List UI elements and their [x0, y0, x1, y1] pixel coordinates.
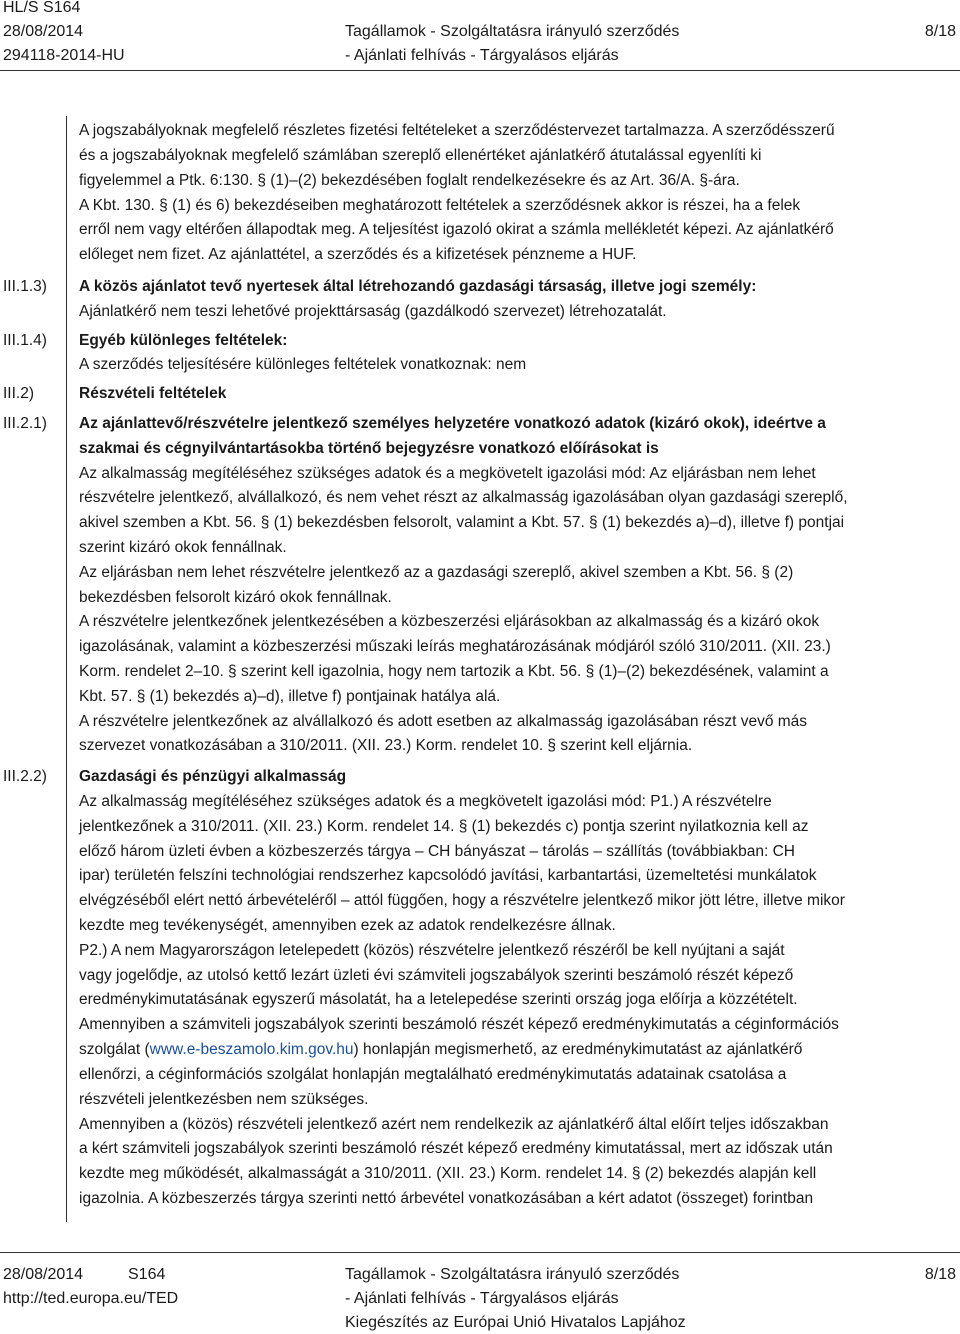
header-divider	[0, 70, 960, 71]
footer-series: S164	[128, 1266, 166, 1283]
body-line: A szerződés teljesítésére különleges feltételek vonatkoznak: nem	[79, 356, 527, 373]
body-text: ) honlapján megismerhető, az eredménykimutatást az ajánlatkérő	[353, 1041, 803, 1058]
section-number: III.2.1)	[3, 415, 47, 432]
body-line: kezdte meg működését, alkalmasságát a 310/2011. (XII. 23.) Korm. rendelet 14. § (2) bekezdés alapján kell	[79, 1165, 817, 1182]
section-number: III.1.3)	[3, 278, 47, 295]
section-heading: A közös ajánlatot tevő nyertesek által létrehozandó gazdasági társaság, illetve jogi személy:	[79, 278, 757, 295]
body-line: szerint kizáró okok fennállnak.	[79, 539, 287, 556]
body-line: elvégzéséből elért nettó árbevételéről – attól függően, hogy a részvételre jelentkező mikor jött létre, illetve mikor	[79, 892, 845, 909]
body-line: ipar) területén felszíni technológiai rendszerhez kapcsolódó javítási, karbantartási, üzemeltetési munkálatok	[79, 867, 817, 884]
section-heading: Az ajánlattevő/részvételre jelentkező személyes helyzetére vonatkozó adatok (kizáró okok), ideértve a	[79, 415, 826, 432]
header-page-number: 8/18	[924, 23, 956, 40]
body-line: erről nem vagy eltérően állapodtak meg. A teljesítést igazoló okirat a számla mellékletét képezi. Az ajánlatkérő	[79, 221, 834, 238]
header-title-line2: - Ajánlati felhívás - Tárgyalásos eljárás	[345, 47, 619, 64]
body-line: Az eljárásban nem lehet részvételre jelentkező az a gazdasági szereplő, akivel szemben a Kbt. 56. § (2)	[79, 564, 794, 581]
body-line: ellenőrzi, a céginformációs szolgálat honlapján megtalálható eredménykimutatás adatainak csatolása a	[79, 1066, 787, 1083]
body-line: igazolásának, valamint a közbeszerzési műszaki leírás meghatározásának módjáról szóló 310/2011. (XII. 23.)	[79, 638, 831, 655]
footer-title-line3: Kiegészítés az Európai Unió Hivatalos Lapjához	[345, 1314, 686, 1331]
body-line: és a jogszabályoknak megfelelő számlában szereplő ellenértéket ajánlatkérő átutalással egyenlíti ki	[79, 147, 762, 164]
body-line: részvételre jelentkező, alvállalkozó, és nem vehet részt az alkalmasság igazolásában olyan gazdasági szereplő,	[79, 489, 848, 506]
body-line: a kért számviteli jogszabályok szerinti beszámoló részét képező eredmény kimutatással, mert az időszak után	[79, 1140, 833, 1157]
body-line: bekezdésben felsorolt kizáró okok fennállnak.	[79, 589, 392, 606]
body-line: részvételi jelentkezésben nem szükséges.	[79, 1091, 369, 1108]
body-line: eredménykimutatásának egyszerű másolatát, ha a letelepedése szerinti ország joga előírja a közzétételt.	[79, 991, 798, 1008]
notice-number: 294118-2014-HU	[3, 47, 125, 64]
section-heading: szakmai és cégnyilvántartásokba történő bejegyzésre vonatkozó előírásokat is	[79, 440, 659, 457]
body-line: előleget nem fizet. Az ajánlattétel, a szerződés és a kifizetések pénzneme a HUF.	[79, 246, 637, 263]
body-line: A jogszabályoknak megfelelő részletes fizetési feltételeket a szerződéstervezet tartalmazza. A szerződésszerű	[79, 122, 835, 139]
section-heading: Gazdasági és pénzügyi alkalmasság	[79, 768, 347, 785]
body-line	[79, 1040, 802, 1060]
body-line: előző három üzleti évben a közbeszerzés tárgya – CH bányászat – tárolás – szállítás (továbbiakban: CH	[79, 843, 795, 860]
body-line: Amennyiben a számviteli jogszabályok szerinti beszámoló részét képező eredménykimutatás a céginformációs	[79, 1016, 839, 1033]
body-line: A részvételre jelentkezőnek jelentkezésében a közbeszerzési eljárásokban az alkalmasság és a kizáró okok	[79, 613, 820, 630]
body-line: A részvételre jelentkezőnek az alvállalkozó és adott esetben az alkalmasság igazolásában részt vevő más	[79, 713, 808, 730]
body-line: vagy jogelődje, az utolsó kettő lezárt üzleti évi számviteli jogszabályok szerinti beszámoló részét képező	[79, 967, 794, 984]
body-line: jelentkezőnek a 310/2011. (XII. 23.) Korm. rendelet 14. § (1) bekezdés c) pontja szerint nyilatkoznia kell az	[79, 818, 809, 835]
beszamolo-link[interactable]: www.e-beszamolo.kim.gov.hu	[149, 1041, 354, 1058]
section-number: III.1.4)	[3, 332, 47, 349]
header-date: 28/08/2014	[3, 23, 84, 40]
section-heading: Egyéb különleges feltételek:	[79, 332, 288, 349]
body-text: szolgálat (	[79, 1041, 150, 1058]
footer-page-number: 8/18	[924, 1266, 956, 1283]
body-line: igazolnia. A közbeszerzés tárgya szerinti nettó árbevétel vonatkozásában a kért adatot (összeget) forintban	[79, 1190, 814, 1207]
footer-title-line2: - Ajánlati felhívás - Tárgyalásos eljárás	[345, 1290, 619, 1307]
document-id: HL/S S164	[3, 0, 81, 16]
body-line: akivel szemben a Kbt. 56. § (1) bekezdésben felsorolt, valamint a Kbt. 57. § (1) bekezdés a)–d), illetve f) pontjai	[79, 514, 845, 531]
body-line: A Kbt. 130. § (1) és 6) bekezdéseiben meghatározott feltételek a szerződésnek akkor is részei, ha a felek	[79, 197, 801, 214]
column-divider	[66, 116, 67, 1222]
body-line: figyelemmel a Ptk. 6:130. § (1)–(2) bekezdésében foglalt rendelkezésekre és az Art. 36/A. §-ára.	[79, 172, 740, 189]
body-line: kezdte meg tevékenységét, amennyiben ezek az adatok rendelkezésre állnak.	[79, 917, 616, 934]
body-line: P2.) A nem Magyarországon letelepedett (közös) részvételre jelentkező részéről be kell nyújtani a saját	[79, 942, 785, 959]
body-line: Amennyiben a (közös) részvételi jelentkező azért nem rendelkezik az ajánlatkérő által előírt teljes időszakban	[79, 1116, 829, 1133]
section-heading: Részvételi feltételek	[79, 385, 227, 402]
header-title-line1: Tagállamok - Szolgáltatásra irányuló szerződés	[345, 23, 680, 40]
section-number: III.2.2)	[3, 768, 47, 785]
body-line: szervezet vonatkozásában a 310/2011. (XII. 23.) Korm. rendelet 10. § szerint kell eljárnia.	[79, 737, 693, 754]
body-line: Az alkalmasság megítéléséhez szükséges adatok és a megkövetelt igazolási mód: P1.) A részvételre	[79, 793, 772, 810]
body-line: Ajánlatkérő nem teszi lehetővé projekttársaság (gazdálkodó szervezet) létrehozatalát.	[79, 303, 667, 320]
footer-divider	[0, 1252, 960, 1253]
footer-url[interactable]: http://ted.europa.eu/TED	[3, 1290, 179, 1307]
body-line: Az alkalmasság megítéléséhez szükséges adatok és a megkövetelt igazolási mód: Az eljárásban nem lehet	[79, 465, 816, 482]
body-line: Kbt. 57. § (1) bekezdés a)–d), illetve f) pontjainak hatálya alá.	[79, 688, 501, 705]
footer-title-line1: Tagállamok - Szolgáltatásra irányuló szerződés	[345, 1266, 680, 1283]
section-number: III.2)	[3, 385, 35, 402]
footer-date: 28/08/2014	[3, 1266, 84, 1283]
body-line: Korm. rendelet 2–10. § szerint kell igazolnia, hogy nem tartozik a Kbt. 56. § (1)–(2) bekezdésének, valamint a	[79, 663, 829, 680]
